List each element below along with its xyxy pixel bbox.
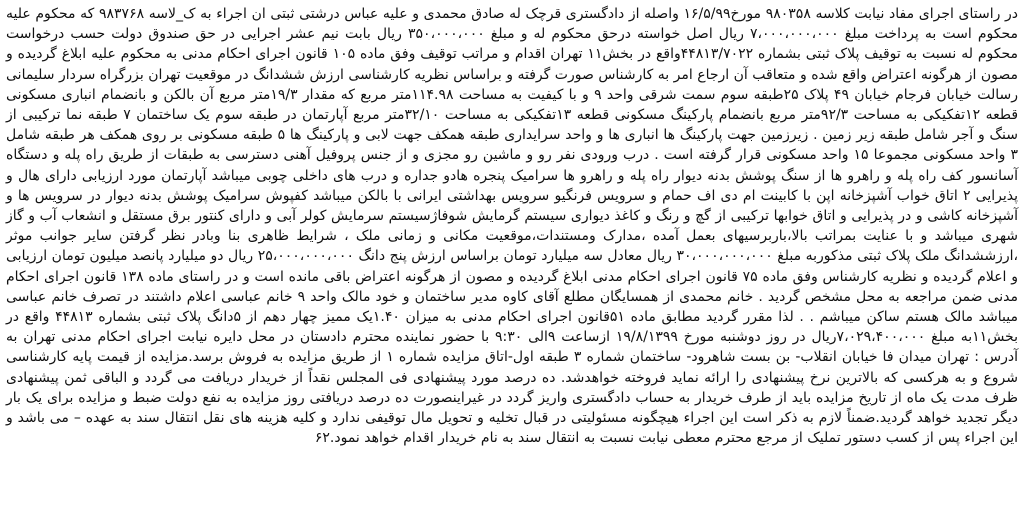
notice-body-text: در راستای اجرای مفاد نیابت کلاسه ۹۸۰۳۵۸ مورخ۱۶/۵/۹۹ واصله از دادگستری قرچک له صادق محمدی و علیه عباس درشتی ثبتی ان اجراء به ک_لاسه ۹۸۳۷۶۸ که محکوم علیه محکوم است به پرداخت مبلغ ۷،۰۰۰،۰۰۰،۰۰۰ ریال اصل خواسته درحق محکوم له و مبلغ ۳۵۰،۰۰۰،۰۰۰ ریال بابت نیم عشر اجرایی در حق صندوق دولت حسب درخواست محکوم له نسبت به توقیف پلاک ثبتی بشماره ۴۴۸۱۳/۷۰۲۲واقع در بخش۱۱ تهران اقدام و مراتب توقیف وفق ماده ۱۰۵ قانون اجرای احکام مدنی به محکوم علیه ابلاغ گردیده و مصون از هرگونه اعتراض واقع شده و متعاقب آن ارجاع امر به کارشناس صورت گرفته و براساس نظریه کارشناسی ارزش ششدانگ در موقعیت تهران بزرگراه سردار سلیمانی رسالت خیابان فرجام خیابان ۴۹ پلاک ۲۵طبقه سوم سمت شرقی واحد ۹ و با کیفیت به مساحت ۱۱۴.۹۸متر مربع که مقدار ۱۹/۳متر مربع آن بالکن و بانضمام انباری مسکونی قطعه ۱۲تفکیکی به مساحت ۹۲/۳متر مربع بانضمام پارکینگ مسکونی قطعه ۱۳تفکیکی به مساحت ۳۲/۱۰متر مربع آپارتمان در طبقه سوم یک ساختمان ۷ طبقه نما ترکیبی از سنگ و آجر شامل طبقه زیر زمین . زیرزمین جهت پارکینگ ها انباری ها و واحد سرایداری طبقه همکف جهت لابی و پارکینگ ها ۵ طبقه مسکونی بر روی همکف هر طبقه شامل ۳ واحد مسکونی مجموعا ۱۵ واحد مسکونی قرار گرفته است . درب ورودی نفر رو و ماشین رو مجزی و از جنس پروفیل آهنی دسترسی به طبقات از طریق راه پله و دستگاه آسانسور کف راه پله و راهرو ها از سنگ پوشش بدنه دیوار راه پله و راهرو ها سرامیک پنجره هادو جداره و درب های داخلی چوبی میباشد آپارتمان مورد ارزیابی دارای هال و پذیرایی ۲ اتاق خواب آشپزخانه اپن با کابینت ام دی اف حمام و سرویس فرنگیو سرویس بهداشتی ایرانی با بالکن میباشد کفپوش سرامیک پوشش بدنه دیوار در سرویس ها و آشپزخانه کاشی و در پذیرایی و اتاق خوابها ترکیبی از گچ و رنگ و کاغذ دیواری سیستم گرمایش شوفاژسیستم سرمایش کولر آبی و دارای کنتور برق مستقل و انشعاب آب و گاز شهری میباشد و با عنایت بمراتب بالا،باربرسیهای بعمل آمده ،مدارک ومستندات،موقعیت مکانی و زمانی ملک ، شرایط ظاهری بنا وبادر نظر گرفتن سایر جوانب موثر ،ارزششدانگ ملک پلاک ثبتی مذکوربه مبلغ ۳۰،۰۰۰،۰۰۰،۰۰۰ ریال معادل سه میلیارد تومان براساس ارزش پنج دانگ ۲۵،۰۰۰،۰۰۰،۰۰۰ ریال دو میلیارد پانصد میلیون تومان ارزیابی و اعلام گردیده و نظریه کارشناس وفق ماده ۷۵ قانون اجرای احکام مدنی ابلاغ گردیده و مصون از هرگونه اعتراض باقی مانده است و در راستای ماده ۱۳۸ قانون اجرای احکام مدنی ضمن مراجعه به محل مشخص گردید . خانم محمدی از همسایگان مطلع آقای کاوه مدیر ساختمان و خود مالک واحد ۹ خانم عباسی اعلام داشتند در تصرف خانم عباسی میباشد مالک هستم ساکن میباشم . . لذا مقرر گردید مطابق ماده ۵۱قانون اجرای احکام مدنی به میزان ۱.۴۰یک ممیز چهار دهم از ۵دانگ پلاک ثبتی بشماره ۴۴۸۱۳ واقع در بخش۱۱به مبلغ ۷،۰۲۹،۴۰۰،۰۰۰ریال در روز دوشنبه مورخ ۱۹/۸/۱۳۹۹ ازساعت ۹الی ۹:۳۰ با حضور نماینده محترم دادستان در محل دایره نیابت اجرای احکام مدنی تهران به آدرس : تهران میدان فا خیابان انقلاب- بن بست شاهرود- ساختمان شماره ۳ طبقه اول-اتاق مزایده شماره ۱ از طریق مزایده به فروش برسد.مزایده از قیمت پایه کارشناسی شروع و به هرکسی که بالاترین نرخ پیشنهادی را ارائه نماید فروخته خواهدشد. ده درصد مورد پیشنهادی فی المجلس نقداً از خریدار دریافت می گردد و الباقی ثمن پیشنهادی ظرف مدت یک ماه از تاریخ مزایده باید از طرف خریدار به حساب دادگستری واریز گردد در غیراینصورت ده درصد دریافتی روز مزایده به نفع دولت ضبط و مزایده برای یک بار دیگر تجدید خواهد گردید.ضمناً لازم به ذکر است این اجراء هیچگونه مسئولیتی در قبال تخلیه و تحویل مال توقیفی ندارد و کلیه هزینه های نقل انتقال سند به عهده – می باشد و این اجراء پس از کسب دستور تملیک از مرجع محترم معطی نیابت نسبت به انتقال سند به نام خریدار اقدام خواهد نمود.۶۲: [6, 6, 1019, 447]
